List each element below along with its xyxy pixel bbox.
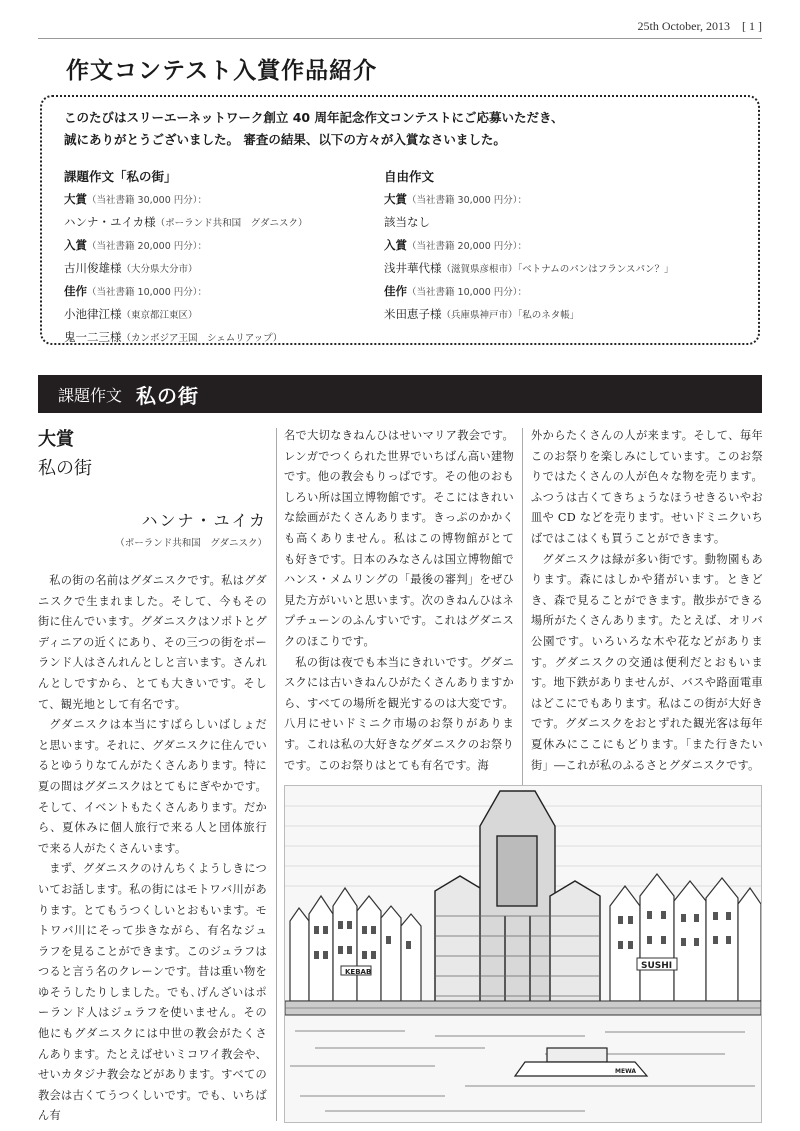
award-line	[384, 211, 684, 234]
award-line	[64, 234, 364, 257]
award-line	[64, 280, 364, 303]
award-line	[384, 188, 684, 211]
essay-prize: 大賞	[38, 429, 74, 450]
winner-note: （兵庫県神戸市）「私のネタ帳」	[441, 310, 580, 321]
award-line	[384, 234, 684, 257]
winner-note: （カンボジア王国 シェムリアップ）	[121, 333, 283, 344]
notice-intro-line: 誠にありがとうございました。 審査の結果、以下の方々が入賞なさいました。	[64, 132, 506, 147]
winner-name: 該当なし	[384, 215, 430, 229]
column-divider	[276, 428, 277, 1121]
award-rank: 佳作	[384, 284, 407, 298]
winner-name: ハンナ・ユイカ様	[64, 215, 156, 229]
award-prize: （当社書籍 30,000 円分）：	[87, 195, 208, 206]
award-prize: （当社書籍 10,000 円分）：	[407, 287, 528, 298]
winner-note: （東京都江東区）	[121, 310, 198, 321]
essay-column-3	[531, 426, 763, 776]
essay-author-country: （ポーランド共和国 グダニスク）	[115, 538, 267, 549]
award-line	[64, 211, 364, 234]
section-banner	[38, 375, 762, 413]
sushi-sign: SUSHI	[641, 961, 673, 971]
page-date: 25th October, 2013 [ 1 ]	[637, 19, 762, 33]
award-line	[64, 188, 364, 211]
winner-name: 古川俊雄様	[64, 261, 122, 275]
award-line	[64, 326, 364, 349]
award-prize: （当社書籍 20,000 円分）：	[407, 241, 528, 252]
winner-name: 浅井華代様	[384, 261, 442, 275]
winner-name: 米田恵子様	[384, 307, 442, 321]
essay-paragraph: グダニスクは緑が多い街です。動物園もあります。森にはしかや猪がいます。ときどき、森で見ることができます。散歩ができる場所がたくさんあります。たとえば、オリバ公園です。いろいろな木や花などがあります。グダニスクの交通は便利だとおもいます。地下鉄がありませんが、バスや路面電車はどこにでもあります。私はこの街が大好きです。グダニスクをおとずれた観光客は毎年夏休みにここにもどります。「また行きたい街」―これが私のふるさとグダニスクです。	[531, 552, 763, 772]
kebab-sign: KEBAB	[345, 968, 372, 976]
award-notice-box	[40, 95, 760, 345]
award-rank: 入賞	[384, 238, 407, 252]
award-rank: 大賞	[384, 192, 407, 206]
gdansk-illustration	[284, 785, 762, 1123]
header-divider	[38, 38, 762, 39]
essay-column-1	[38, 428, 267, 1127]
award-list-free	[384, 165, 684, 326]
notice-intro	[64, 107, 704, 151]
award-prize: （当社書籍 20,000 円分）：	[87, 241, 208, 252]
essay-paragraph: グダニスクは本当にすばらしいばしょだと思います。それに、グダニスクに住んでいるとゆうりなてんがたくさんあります。特に夏の間はグダニスクはとてもにぎやかです。そして、イベントもたくさんあります。だから、夏休みに個人旅行で来る人と団体旅行で来る人がたくさんいます。	[38, 718, 267, 855]
essay-paragraph: 外からたくさんの人が来ます。そして、毎年このお祭りを楽しみにしています。このお祭りではたくさんの人が色々な物を売ります。ふつうは古くてきちょうなほうせきるいやお皿や CD などを売ります。せいドミニクいちばではこはくも買うことができます。	[531, 429, 763, 545]
essay-paragraph: 私の街は夜でも本当にきれいです。グダニスクには古いきねんひがたくさんありますから、すべての場所を観光するのは大変です。八月にせいドミニク市場のお祭りがあります。これは私の大好きなグダニスクのお祭りです。このお祭りはとても有名です。海	[284, 655, 514, 772]
award-rank: 入賞	[64, 238, 87, 252]
winner-note: （ポーランド共和国 グダニスク）	[155, 218, 308, 229]
essay-author: ハンナ・ユイカ	[141, 511, 267, 530]
award-list-theme	[64, 165, 364, 349]
essay-column-2	[284, 426, 514, 776]
winner-name: 鬼一二三様	[64, 330, 122, 344]
notice-intro-line: このたびはスリーエーネットワーク創立 40 周年記念作文コンテストにご応募いただき、	[64, 110, 564, 125]
section-title: 私の街	[136, 383, 200, 408]
award-list-title: 自由作文	[384, 169, 435, 184]
award-line	[64, 257, 364, 280]
winner-note: （滋賀県彦根市）「ベトナムのパンはフランスパン？」	[441, 264, 674, 275]
essay-paragraph: 名で大切なきねんひはせいマリア教会です。レンガでつくられた世界でいちばん高い建物です。他の教会もりっぱです。その他のおもしろい所は国立博物館です。そこにはきれいな絵画がたくさんあります。きっぷのかかくも高くありません。私はこの博物館がとても好きです。日本のみなさんは国立博物館でハンス・メムリングの「最後の審判」をぜひ見た方がいいと思います。次のきねんひはネプチューンのふんすいです。これはグダニスクのほこりです。	[284, 429, 514, 648]
essay-paragraph: まず、グダニスクのけんちくようしきについてお話します。私の街にはモトワバ川があります。とてもうつくしいとおもいます。モトワバ川にそって歩きながら、有名なジュラフを見ることができます。このジュラフはつると言う名のクレーンです。昔は重い物をゆそうしたりしました。でも､げんざいはポーランド人はジュラフを使いません。その他にもグダニスクには中世の教会がたくさんあります。たとえばせいミコワイ教会や、せいカタジナ教会などがあります。すべての教会は古くてうつくしいです。でも、いちばん有	[38, 862, 267, 1123]
award-rank: 大賞	[64, 192, 87, 206]
award-line	[64, 303, 364, 326]
winner-name: 小池律江様	[64, 307, 122, 321]
essay-paragraph: 私の街の名前はグダニスクです。私はグダニスクで生まれました。そして、今もその街に住んでいます。グダニスクはソポトとグディニアの近くにあり、その三つの街をポーランド人はさんれんとしと言います。さんれんとしですから、とても大きいです。そして、観光地として有名です。	[38, 574, 267, 711]
boat-name: MEWA	[615, 1068, 637, 1075]
award-list-title: 課題作文「私の街」	[64, 169, 177, 184]
award-rank: 佳作	[64, 284, 87, 298]
award-prize: （当社書籍 10,000 円分）：	[87, 287, 208, 298]
award-prize: （当社書籍 30,000 円分）：	[407, 195, 528, 206]
award-line	[384, 257, 684, 280]
essay-body	[38, 571, 267, 1127]
gdansk-sketch	[285, 786, 761, 1122]
essay-title: 私の街	[38, 458, 92, 479]
page-title: 作文コンテスト入賞作品紹介	[66, 58, 378, 84]
winner-note: （大分県大分市）	[121, 264, 198, 275]
award-line	[384, 303, 684, 326]
section-label: 課題作文	[58, 385, 123, 405]
award-line	[384, 280, 684, 303]
